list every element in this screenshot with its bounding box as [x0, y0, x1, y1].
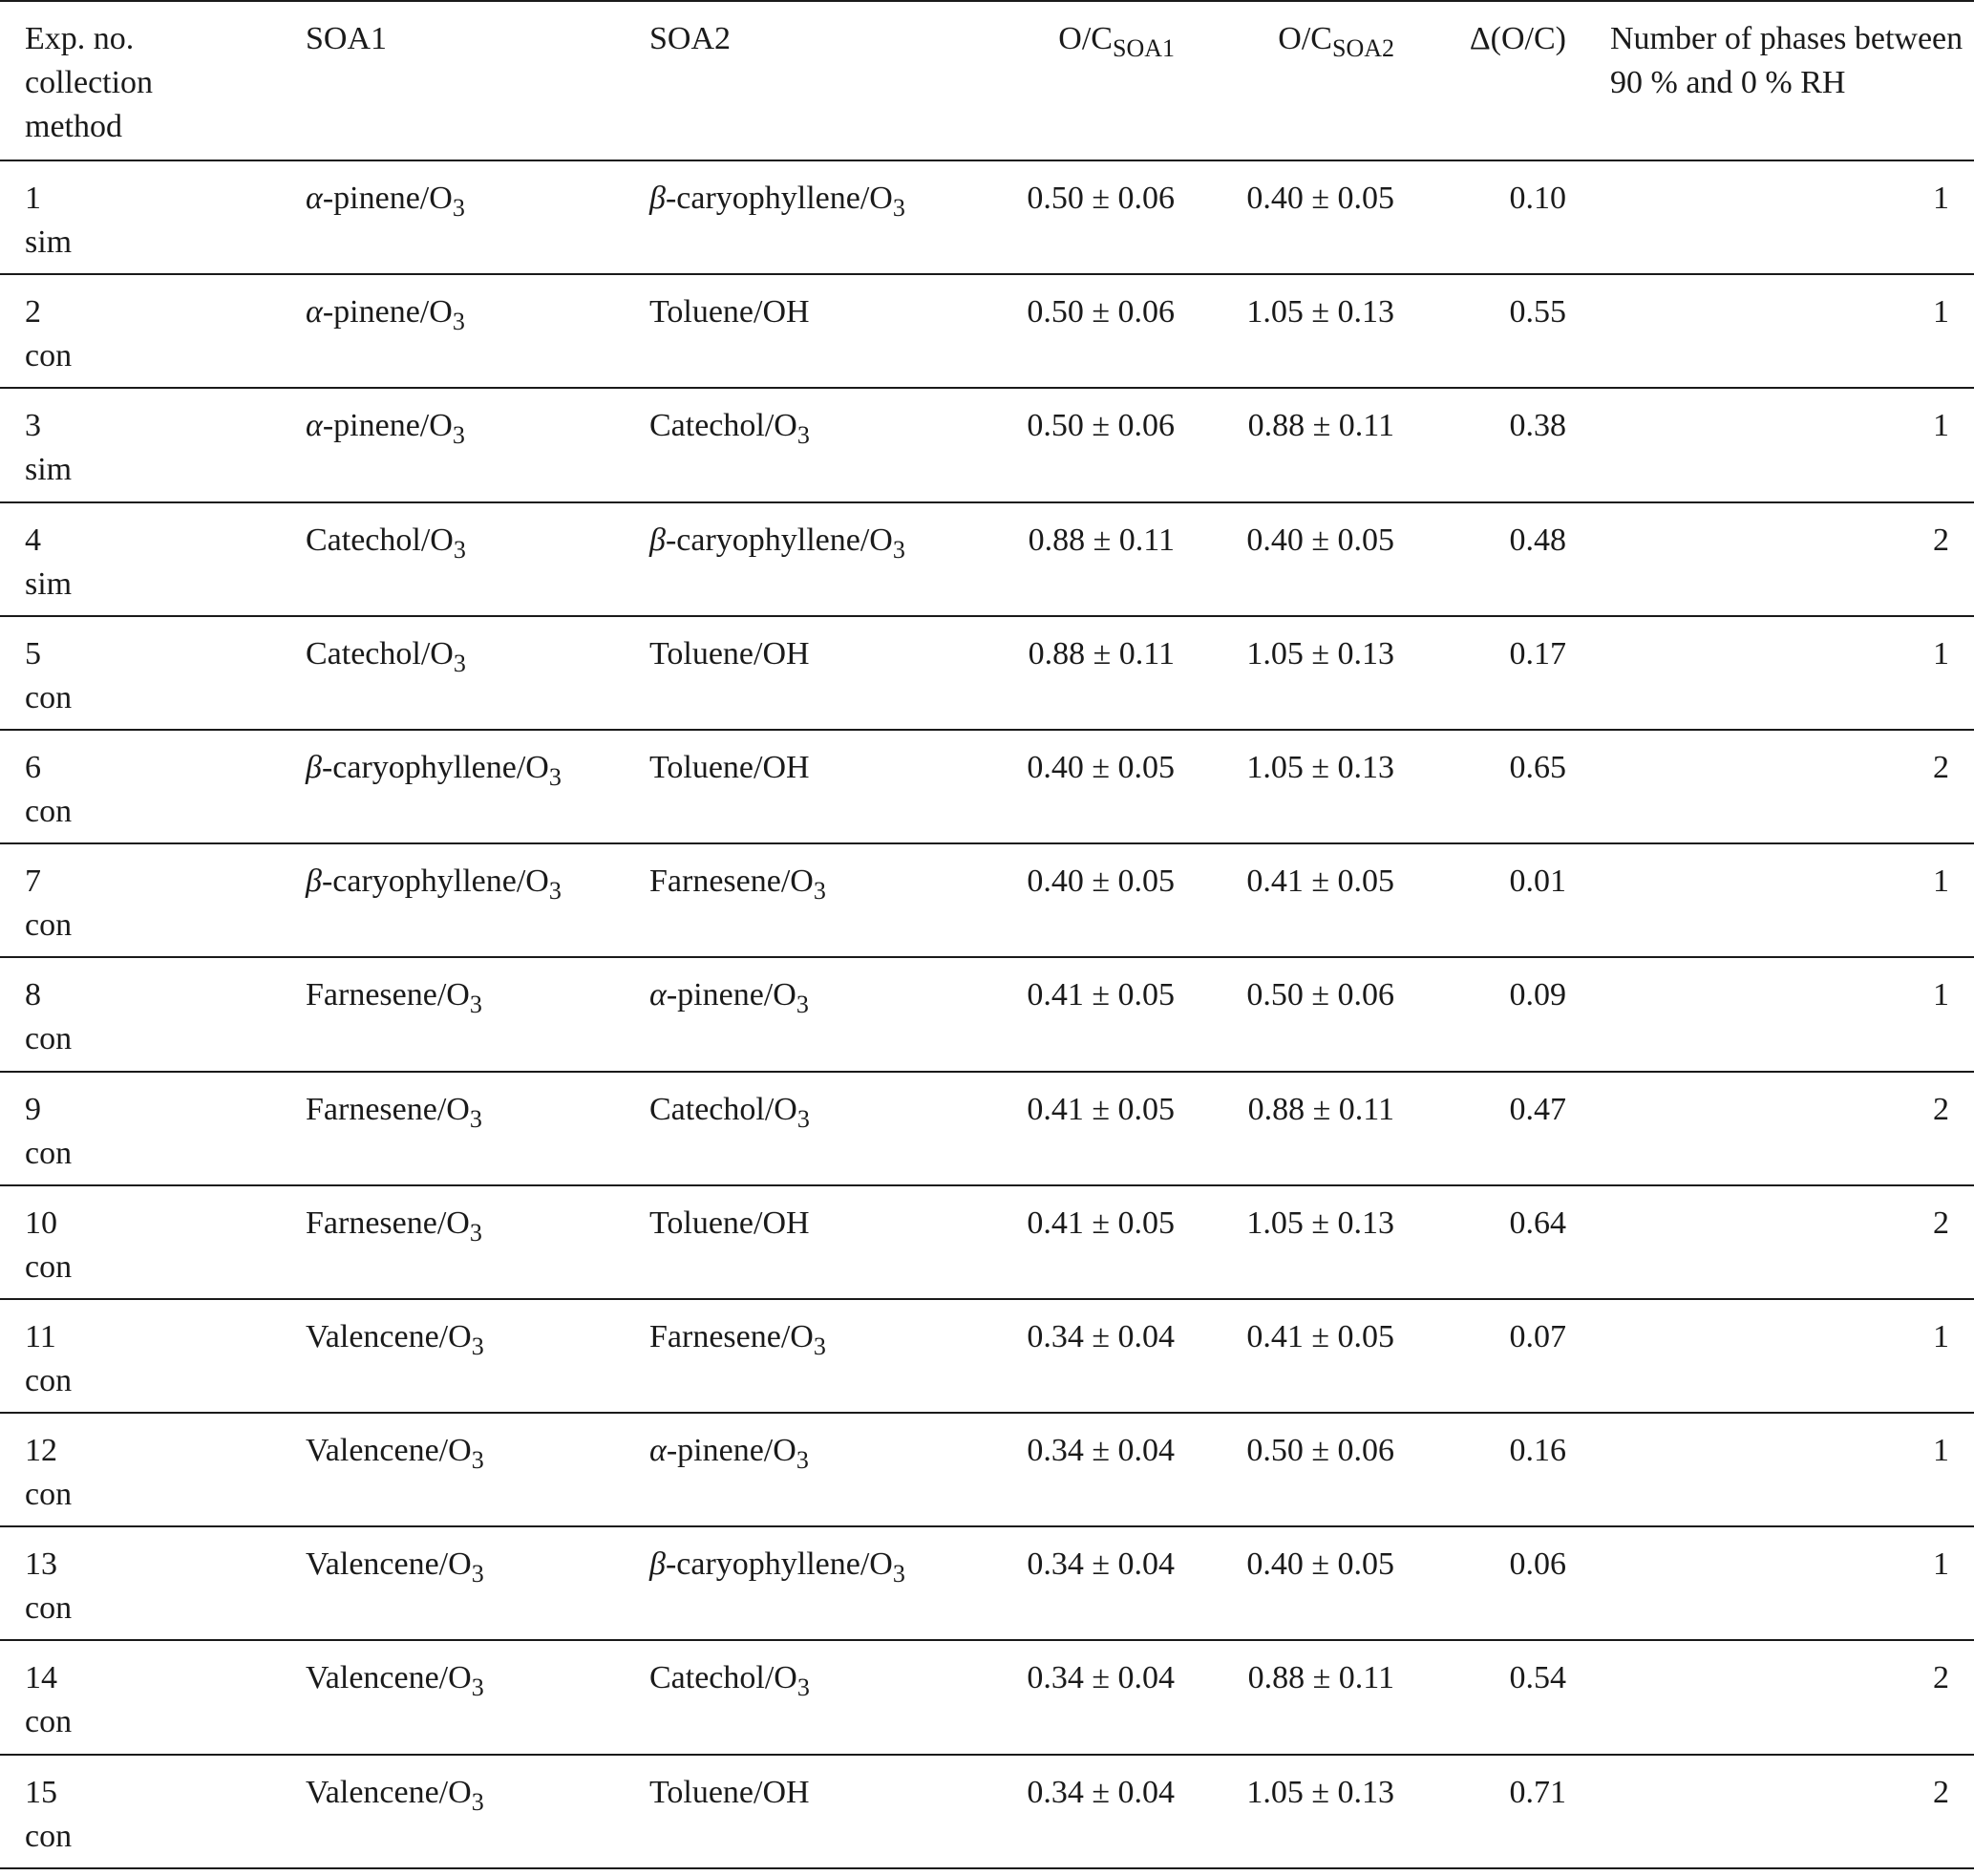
exp-number: 3 — [25, 408, 41, 444]
cell-soa2 — [649, 274, 1003, 388]
exp-number: 6 — [25, 749, 41, 785]
soa1-name: Farnesene/O — [306, 977, 470, 1013]
collection-method: con — [25, 1248, 73, 1285]
soa1-name: Farnesene/O — [306, 1204, 470, 1241]
exp-number: 4 — [25, 522, 41, 558]
soa1-subscript: 3 — [469, 1218, 482, 1247]
cell-soa1 — [306, 730, 649, 843]
cell-oc-soa2: 0.88 ± 0.11 — [1247, 1660, 1394, 1696]
table-row — [0, 616, 1974, 730]
soa1-name: Valencene/O — [306, 1660, 472, 1696]
soa1-greek: α — [306, 294, 323, 330]
soa2-name: Toluene/OH — [649, 1774, 810, 1810]
soa1-subscript: 3 — [453, 535, 466, 564]
collection-method: con — [25, 793, 73, 829]
soa2-name: Catechol/O — [649, 408, 797, 444]
soa1-name: Valencene/O — [306, 1774, 472, 1810]
cell-exp — [0, 730, 306, 843]
exp-number: 12 — [25, 1433, 57, 1469]
cell-oc-soa1: 0.34 ± 0.04 — [1027, 1774, 1175, 1810]
cell-delta-oc: 0.47 — [1509, 1091, 1566, 1127]
soa2-subscript: 3 — [796, 1673, 810, 1702]
header-row — [0, 1, 1974, 160]
exp-number: 10 — [25, 1204, 57, 1241]
table-row — [0, 1755, 1974, 1868]
table-row — [0, 388, 1974, 501]
soa1-name: -pinene/O — [322, 408, 453, 444]
cell-oc-soa2: 0.40 ± 0.05 — [1246, 522, 1394, 558]
soa1-greek: α — [306, 181, 323, 216]
cell-soa1 — [306, 160, 649, 274]
table-row — [0, 1185, 1974, 1299]
soa1-name: Catechol/O — [306, 522, 454, 558]
cell-delta-oc: 0.09 — [1509, 977, 1566, 1013]
cell-delta-oc: 0.38 — [1509, 408, 1566, 444]
soa2-name: -caryophyllene/O — [665, 522, 893, 558]
soa1-name: Valencene/O — [306, 1546, 472, 1583]
soa2-subscript: 3 — [813, 1332, 826, 1360]
cell-oc-soa1: 0.34 ± 0.04 — [1027, 1318, 1175, 1354]
cell-soa1 — [306, 1299, 649, 1413]
soa2-subscript: 3 — [813, 877, 826, 906]
cell-delta-oc: 0.55 — [1509, 294, 1566, 330]
soa2-greek: β — [649, 181, 666, 216]
cell-soa1 — [306, 1413, 649, 1526]
cell-exp — [0, 843, 306, 957]
cell-oc-soa1: 0.88 ± 0.11 — [1028, 635, 1175, 672]
header-oc-soa2-sub: SOA2 — [1331, 34, 1394, 62]
cell-soa2 — [649, 957, 1003, 1071]
soa1-subscript: 3 — [471, 1560, 484, 1588]
collection-method: con — [25, 1590, 73, 1627]
cell-oc-soa2: 0.40 ± 0.05 — [1246, 181, 1394, 216]
soa1-greek: β — [306, 863, 322, 900]
header-oc-soa1-base: O/C — [1058, 21, 1113, 56]
soa1-name: Catechol/O — [306, 635, 454, 672]
soa1-subscript: 3 — [471, 1673, 484, 1702]
cell-soa2 — [649, 388, 1003, 501]
header-delta-oc: Δ(O/C) — [1469, 21, 1566, 56]
soa2-greek: α — [649, 1433, 667, 1469]
soa2-name: Farnesene/O — [649, 863, 814, 900]
soa2-greek: α — [649, 977, 667, 1013]
soa1-subscript: 3 — [471, 1787, 484, 1816]
exp-number: 1 — [25, 181, 41, 216]
soa1-subscript: 3 — [548, 762, 562, 791]
collection-method: sim — [25, 565, 73, 602]
exp-number: 13 — [25, 1546, 57, 1583]
cell-exp — [0, 1072, 306, 1185]
exp-number: 9 — [25, 1091, 41, 1127]
soa1-subscript: 3 — [452, 421, 465, 450]
soa2-subscript: 3 — [796, 421, 810, 450]
cell-soa1 — [306, 274, 649, 388]
exp-number: 5 — [25, 635, 41, 672]
soa2-subscript: 3 — [796, 1446, 809, 1475]
cell-num-phases: 1 — [1933, 408, 1949, 444]
cell-oc-soa2: 1.05 ± 0.13 — [1246, 635, 1394, 672]
cell-soa1 — [306, 1072, 649, 1185]
cell-num-phases: 2 — [1933, 1091, 1949, 1127]
cell-delta-oc: 0.54 — [1509, 1660, 1566, 1696]
cell-delta-oc: 0.01 — [1509, 863, 1566, 900]
cell-oc-soa1: 0.50 ± 0.06 — [1027, 294, 1175, 330]
soa2-subscript: 3 — [892, 194, 905, 222]
collection-method: sim — [25, 452, 73, 488]
soa2-subscript: 3 — [796, 991, 809, 1019]
header-exp — [0, 1, 306, 160]
cell-soa2 — [649, 1755, 1003, 1868]
cell-oc-soa2: 1.05 ± 0.13 — [1246, 749, 1394, 785]
cell-oc-soa2: 0.88 ± 0.11 — [1247, 408, 1394, 444]
cell-oc-soa2: 0.40 ± 0.05 — [1246, 1546, 1394, 1583]
header-exp-line: method — [25, 109, 122, 144]
cell-delta-oc: 0.17 — [1509, 635, 1566, 672]
collection-method: con — [25, 338, 73, 374]
cell-exp — [0, 1526, 306, 1640]
soa1-name: Farnesene/O — [306, 1091, 470, 1127]
header-soa1: SOA1 — [306, 21, 388, 56]
cell-soa2 — [649, 730, 1003, 843]
cell-soa1 — [306, 843, 649, 957]
cell-exp — [0, 1299, 306, 1413]
table-row — [0, 1072, 1974, 1185]
header-oc-soa1 — [1003, 1, 1175, 160]
cell-soa1 — [306, 502, 649, 616]
cell-oc-soa1: 0.88 ± 0.11 — [1028, 522, 1175, 558]
soa1-name: Valencene/O — [306, 1318, 472, 1354]
cell-num-phases: 2 — [1933, 749, 1949, 785]
table-row — [0, 1413, 1974, 1526]
cell-soa2 — [649, 160, 1003, 274]
soa1-name: -pinene/O — [322, 294, 453, 330]
soa2-name: Catechol/O — [649, 1660, 797, 1696]
table-row — [0, 843, 1974, 957]
cell-oc-soa2: 0.41 ± 0.05 — [1246, 863, 1394, 900]
cell-exp — [0, 1755, 306, 1868]
cell-num-phases: 1 — [1933, 181, 1949, 216]
soa1-subscript: 3 — [452, 194, 465, 222]
table-body — [0, 160, 1974, 1868]
cell-soa1 — [306, 1640, 649, 1754]
soa2-subscript: 3 — [892, 1560, 905, 1588]
cell-oc-soa1: 0.50 ± 0.06 — [1027, 181, 1175, 216]
cell-soa1 — [306, 957, 649, 1071]
header-oc-soa2 — [1175, 1, 1394, 160]
soa2-name: -caryophyllene/O — [665, 181, 893, 216]
soa2-name: Toluene/OH — [649, 1204, 810, 1241]
soa2-name: Catechol/O — [649, 1091, 797, 1127]
cell-oc-soa1: 0.34 ± 0.04 — [1027, 1660, 1175, 1696]
cell-delta-oc: 0.06 — [1509, 1546, 1566, 1583]
soa2-greek: β — [649, 1546, 666, 1583]
cell-exp — [0, 274, 306, 388]
cell-soa2 — [649, 502, 1003, 616]
cell-oc-soa1: 0.41 ± 0.05 — [1027, 1204, 1175, 1241]
soa2-name: Toluene/OH — [649, 294, 810, 330]
table-row — [0, 502, 1974, 616]
header-soa2: SOA2 — [649, 21, 732, 56]
cell-num-phases: 1 — [1933, 294, 1949, 330]
header-exp-line: Exp. no. — [25, 21, 135, 56]
collection-method: con — [25, 907, 73, 944]
cell-delta-oc: 0.64 — [1509, 1204, 1566, 1241]
cell-num-phases: 1 — [1933, 635, 1949, 672]
collection-method: con — [25, 1021, 73, 1057]
cell-soa2 — [649, 616, 1003, 730]
cell-delta-oc: 0.07 — [1509, 1318, 1566, 1354]
table-row — [0, 957, 1974, 1071]
soa2-name: Toluene/OH — [649, 635, 810, 672]
cell-oc-soa1: 0.41 ± 0.05 — [1027, 977, 1175, 1013]
soa2-subscript: 3 — [892, 535, 905, 564]
collection-method: con — [25, 1477, 73, 1513]
soa2-name: Toluene/OH — [649, 749, 810, 785]
soa2-greek: β — [649, 522, 666, 558]
cell-num-phases: 1 — [1933, 1318, 1949, 1354]
cell-soa2 — [649, 1640, 1003, 1754]
cell-delta-oc: 0.48 — [1509, 522, 1566, 558]
cell-exp — [0, 160, 306, 274]
cell-oc-soa1: 0.50 ± 0.06 — [1027, 408, 1175, 444]
cell-num-phases: 1 — [1933, 863, 1949, 900]
header-oc-soa1-sub: SOA1 — [1112, 34, 1175, 62]
cell-delta-oc: 0.10 — [1509, 181, 1566, 216]
cell-exp — [0, 1413, 306, 1526]
soa1-subscript: 3 — [452, 308, 465, 336]
soa1-subscript: 3 — [548, 877, 562, 906]
soa1-subscript: 3 — [471, 1446, 484, 1475]
collection-method: con — [25, 1362, 73, 1398]
collection-method: con — [25, 1818, 73, 1854]
exp-number: 2 — [25, 294, 41, 330]
cell-soa2 — [649, 843, 1003, 957]
collection-method: con — [25, 1135, 73, 1171]
cell-oc-soa2: 0.41 ± 0.05 — [1246, 1318, 1394, 1354]
soa1-name: -pinene/O — [322, 181, 453, 216]
cell-soa1 — [306, 1185, 649, 1299]
cell-oc-soa1: 0.34 ± 0.04 — [1027, 1546, 1175, 1583]
soa1-name: -caryophyllene/O — [321, 749, 549, 785]
soa1-greek: β — [306, 749, 322, 785]
soa1-subscript: 3 — [469, 1104, 482, 1133]
cell-num-phases: 2 — [1933, 1774, 1949, 1810]
exp-number: 11 — [25, 1318, 56, 1354]
cell-soa1 — [306, 388, 649, 501]
soa1-greek: α — [306, 408, 323, 444]
table-row — [0, 160, 1974, 274]
cell-oc-soa2: 0.50 ± 0.06 — [1246, 977, 1394, 1013]
exp-number: 15 — [25, 1774, 57, 1810]
collection-method: con — [25, 679, 73, 715]
collection-method: sim — [25, 224, 73, 260]
cell-oc-soa2: 1.05 ± 0.13 — [1246, 1774, 1394, 1810]
cell-num-phases: 1 — [1933, 1546, 1949, 1583]
table-row — [0, 274, 1974, 388]
exp-number: 7 — [25, 863, 41, 900]
cell-oc-soa1: 0.40 ± 0.05 — [1027, 749, 1175, 785]
header-oc-soa2-base: O/C — [1278, 21, 1332, 56]
cell-num-phases: 1 — [1933, 977, 1949, 1013]
cell-exp — [0, 502, 306, 616]
cell-soa2 — [649, 1526, 1003, 1640]
cell-oc-soa2: 1.05 ± 0.13 — [1246, 294, 1394, 330]
cell-oc-soa1: 0.34 ± 0.04 — [1027, 1433, 1175, 1469]
cell-exp — [0, 616, 306, 730]
exp-number: 8 — [25, 977, 41, 1013]
cell-oc-soa1: 0.40 ± 0.05 — [1027, 863, 1175, 900]
table-header — [0, 1, 1974, 160]
cell-num-phases: 2 — [1933, 522, 1949, 558]
soa1-name: Valencene/O — [306, 1433, 472, 1469]
cell-exp — [0, 388, 306, 501]
header-exp-line: collection — [25, 65, 154, 100]
cell-num-phases: 2 — [1933, 1660, 1949, 1696]
cell-soa1 — [306, 616, 649, 730]
cell-soa2 — [649, 1185, 1003, 1299]
soa2-name: -pinene/O — [666, 977, 796, 1013]
soa1-name: -caryophyllene/O — [321, 863, 549, 900]
table-row — [0, 1526, 1974, 1640]
soa2-name: -pinene/O — [666, 1433, 796, 1469]
soa2-subscript: 3 — [796, 1104, 810, 1133]
cell-soa2 — [649, 1413, 1003, 1526]
table-row — [0, 1299, 1974, 1413]
cell-exp — [0, 1185, 306, 1299]
soa1-subscript: 3 — [453, 649, 466, 677]
cell-exp — [0, 957, 306, 1071]
cell-exp — [0, 1640, 306, 1754]
cell-soa1 — [306, 1526, 649, 1640]
cell-delta-oc: 0.71 — [1509, 1774, 1566, 1810]
table-row — [0, 730, 1974, 843]
cell-delta-oc: 0.65 — [1509, 749, 1566, 785]
soa1-subscript: 3 — [469, 991, 482, 1019]
soa2-name: -caryophyllene/O — [665, 1546, 893, 1583]
cell-num-phases: 1 — [1933, 1433, 1949, 1469]
soa2-name: Farnesene/O — [649, 1318, 814, 1354]
cell-oc-soa2: 0.88 ± 0.11 — [1247, 1091, 1394, 1127]
cell-oc-soa1: 0.41 ± 0.05 — [1027, 1091, 1175, 1127]
cell-soa1 — [306, 1755, 649, 1868]
exp-number: 14 — [25, 1660, 57, 1696]
cell-oc-soa2: 0.50 ± 0.06 — [1246, 1433, 1394, 1469]
header-num-phases: Number of phases between 90 % and 0 % RH — [1610, 21, 1963, 100]
soa1-subscript: 3 — [471, 1332, 484, 1360]
table-row — [0, 1640, 1974, 1754]
cell-soa2 — [649, 1072, 1003, 1185]
cell-soa2 — [649, 1299, 1003, 1413]
collection-method: con — [25, 1704, 73, 1740]
cell-num-phases: 2 — [1933, 1204, 1949, 1241]
cell-oc-soa2: 1.05 ± 0.13 — [1246, 1204, 1394, 1241]
cell-delta-oc: 0.16 — [1509, 1433, 1566, 1469]
